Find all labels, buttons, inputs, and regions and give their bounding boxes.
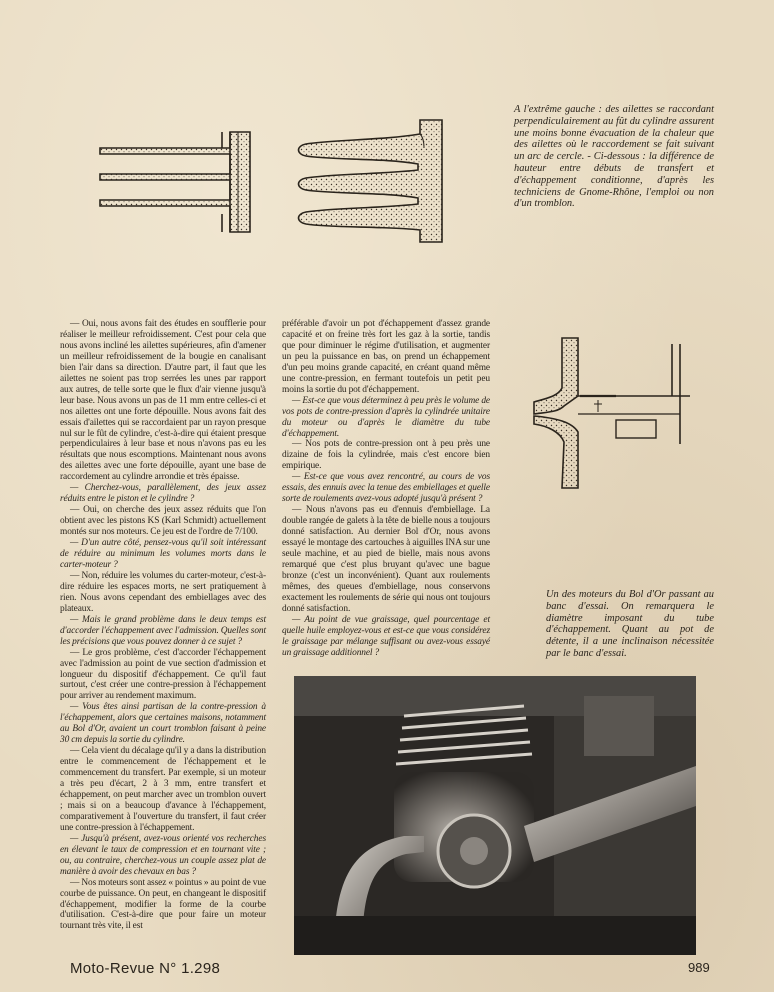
- question: — Cherchez-vous, parallèlement, des jeux assez réduits entre le piston et le cylindre ?: [60, 483, 266, 505]
- paragraph: — Le gros problème, c'est d'accorder l'échappement avec l'admission au point de vue section d'admission et longueur du dispositif d'échappement. Ce qu'il faut surtout, c'est créer une contre-pression à l'échappement pour arriver au rendement maximum.: [60, 647, 266, 702]
- page-number: 989: [688, 960, 710, 975]
- question: — Jusqu'à présent, avez-vous orienté vos recherches en élevant le taux de compression et en tournant vite ; ou, au contraire, cherchez-vous un couple assez plat de manière à avoir des chevaux en bas ?: [60, 833, 266, 877]
- paragraph: — Nos moteurs sont assez « pointus » au point de vue courbe de puissance. On peut, en changeant le dispositif d'échappement, modifier la forme de la courbe d'utilisation. C'est-à-dire que pour faire un moteur tournant très vite, il est: [60, 877, 266, 932]
- question: — Vous êtes ainsi partisan de la contre-pression à l'échappement, alors que certaines maisons, notamment au Bol d'Or, avaient un court tromblon faisant à peine 30 cm depuis la sortie du cylindre.: [60, 702, 266, 746]
- paragraph: — Oui, nous avons fait des études en soufflerie pour réaliser le meilleur refroidissement. C'est pour cela que nous avons incliné les ailettes supérieures, afin d'amener un meilleur refroidissement de la bougie en canalisant bien l'air dans sa direction. D'autre part, il faut que les ailettes ne soient pas trop serrées les unes par rapport aux autres, de telle sorte que le flux d'air vienne jusqu'à leur base. Nous avons un pas de 11 mm entre celles-ci et nos ailettes ont une forte dépouille. Nous avons fait des essais d'ailettes qui se raccordaient par un rayon presque nul sur le fût de cylindre, c'est-à-dire qui étaient presque perpendiculaires à leur base et nous n'avons pas eu les résultats que nous escomptions. Maintenant nous avons des ailettes avec une forte dépouille, ayant une base de raccordement au cylindre arrondie et très épaisse.: [60, 319, 266, 483]
- engine-test-bench-photo: [294, 676, 696, 955]
- fins-caption: A l'extrême gauche : des ailettes se raccordant perpendiculairement au fût du cylindre assurent une moins bonne évacuation de la chaleur que des ailettes où le raccordement se fait suivant un arc de cercle. - Ci-dessous : la différence de hauteur entre débuts de transfert et d'échappement conditionne, d'après les techniciens de Gnome-Rhône, l'emploi ou non d'un tromblon.: [514, 104, 714, 210]
- photo-caption: Un des moteurs du Bol d'Or passant au banc d'essai. On remarquera le diamètre imposant du tube d'échappement. Quant au pot de détente, il a une inclinaison nécessitée par le banc d'essai.: [546, 589, 714, 659]
- question: — Est-ce que vous déterminez à peu près le volume de vos pots de contre-pression d'après la cylindrée unitaire du moteur ou d'après le diamètre du tube d'échappement.: [282, 395, 490, 439]
- paragraph: préférable d'avoir un pot d'échappement d'assez grande capacité et on freine très fort les gaz à la sortie, tandis que pour diminuer le régime d'utilisation, et augmenter un peu la puissance en bas, on prend un échappement d'un peu moins grande capacité, en créant quand même une contre-pression, en fermant toutefois un petit peu moins la sortie du pot d'échappement.: [282, 319, 490, 395]
- magazine-issue: Moto-Revue N° 1.298: [70, 960, 221, 977]
- article-column-1: [60, 319, 266, 932]
- question: — Au point de vue graissage, quel pourcentage et quelle huile employez-vous et est-ce que vous considérez le graissage par mélange suffisant ou avez-vous essayé un graissage additionnel ?: [282, 614, 490, 658]
- question: — D'un autre côté, pensez-vous qu'il soit intéressant de réduire au minimum les volumes morts dans le carter-moteur ?: [60, 538, 266, 570]
- paragraph: — Nous n'avons pas eu d'ennuis d'embiellage. La double rangée de galets à la tête de bielle nous a toujours donné satisfaction. Au dernier Bol d'Or, nous avons essayé le montage des cartouches à aiguilles INA sur une seule machine, et au pied de bielle, mais nous avons remarqué que c'est plus bruyant qu'avec une bague bronze (c'est un inconvénient). Quant aux roulements mêmes, des queues d'embiellage, nous conservons exactement les roulements de série qui nous ont toujours donné satisfaction.: [282, 505, 490, 614]
- paragraph: — Cela vient du décalage qu'il y a dans la distribution entre le commencement de l'échappement et le commencement du transfert. Par exemple, si un moteur a très peu d'écart, 2 à 3 mm, entre transfert et échappement, on peut marcher avec un tromblon ouvert ; mais si on a beaucoup d'avance à l'échappement, comparativement à l'ouverture du transfert, il faut créer une contre-pression à l'échappement.: [60, 746, 266, 833]
- port-timing-diagram: [520, 334, 720, 494]
- paragraph: — Nos pots de contre-pression ont à peu près une dizaine de fois la cylindrée, mais c'est encore bien empirique.: [282, 439, 490, 472]
- fins-perpendicular-diagram: [80, 128, 280, 238]
- question: — Est-ce que vous avez rencontré, au cours de vos essais, des ennuis avec la tenue des embiellages et quelle sorte de roulements avez-vous adopté jusqu'à présent ?: [282, 472, 490, 505]
- paragraph: — Non, réduire les volumes du carter-moteur, c'est-à-dire réduire les espaces morts, ne sert pratiquement à rien. Nous avons cependant des embiellages avec des plateaux.: [60, 570, 266, 614]
- article-column-2: [282, 319, 490, 659]
- question: — Mais le grand problème dans le deux temps est d'accorder l'échappement avec l'admission. Quelles sont les précisions que vous pouvez donner à ce sujet ?: [60, 614, 266, 647]
- paragraph: — Oui, on cherche des jeux assez réduits que l'on obtient avec les pistons KS (Karl Schmidt) actuellement montés sur nos moteurs. Ce jeu est de l'ordre de 7/100.: [60, 505, 266, 538]
- fins-curved-diagram: [290, 118, 460, 244]
